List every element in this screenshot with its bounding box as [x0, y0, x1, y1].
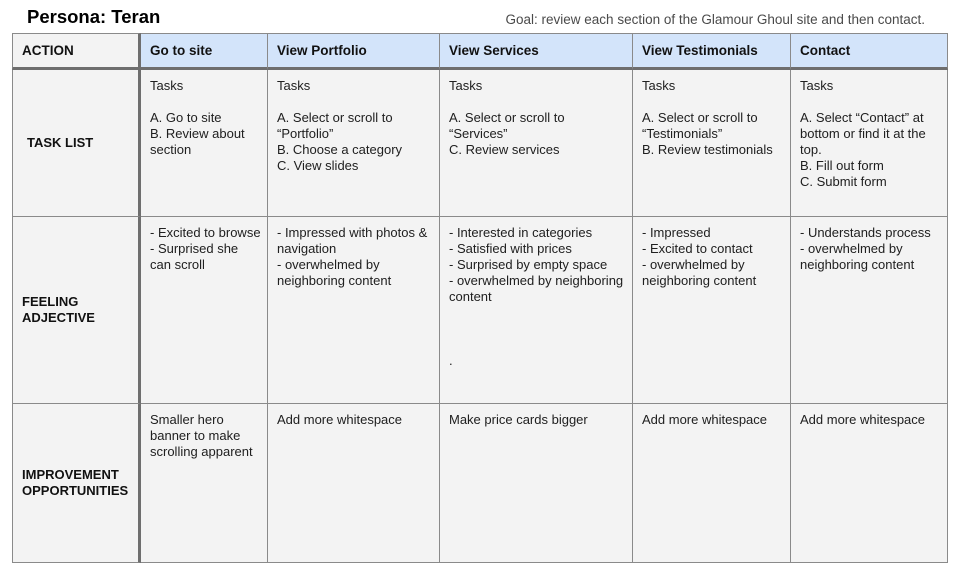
- feeling-line: - Satisfied with prices: [449, 241, 572, 256]
- feeling-line: - Excited to contact: [642, 241, 753, 256]
- improvement-cell: [141, 404, 268, 563]
- row-label-text: ADJECTIVE: [22, 310, 95, 325]
- feeling-cell: [268, 217, 440, 404]
- improvement-line: Add more whitespace: [277, 412, 403, 427]
- row-label-text: FEELING: [22, 294, 79, 309]
- feeling-line: - Understands process: [800, 225, 931, 240]
- task-cell: [268, 70, 440, 217]
- feeling-cell: [141, 217, 268, 404]
- feeling-cell: [440, 217, 633, 404]
- improvement-line: Smaller hero banner to make scrolling apparent: [150, 412, 253, 459]
- task-line: B. Review about section: [150, 126, 245, 157]
- feeling-line: - overwhelmed by neighboring content: [277, 257, 392, 288]
- feeling-line: - Excited to browse: [150, 225, 261, 240]
- task-line: A. Select or scroll to “Testimonials”: [642, 110, 758, 141]
- task-heading: Tasks: [642, 78, 676, 93]
- row-label-improvement-opportunities: [12, 404, 141, 563]
- task-cell: [791, 70, 948, 217]
- task-heading: Tasks: [277, 78, 311, 93]
- task-line: C. View slides: [277, 158, 359, 173]
- task-heading: Tasks: [449, 78, 483, 93]
- row-label-feeling-adjective: [12, 217, 141, 404]
- feeling-line: - overwhelmed by neighboring content: [449, 273, 624, 304]
- column-header-view-portfolio: View Portfolio: [268, 33, 440, 70]
- feeling-line: - Interested in categories: [449, 225, 593, 240]
- column-header-view-services: View Services: [440, 33, 633, 70]
- row-label-task-list: [12, 70, 141, 217]
- improvement-line: Add more whitespace: [642, 412, 768, 427]
- task-cell: [141, 70, 268, 217]
- feeling-line: - overwhelmed by neighboring content: [800, 241, 915, 272]
- corner-header: ACTION: [12, 33, 141, 70]
- row-label-text: TASK LIST: [27, 135, 94, 150]
- task-line: B. Fill out form: [800, 158, 884, 173]
- row-label-text: IMPROVEMENT: [22, 467, 119, 482]
- task-cell: [440, 70, 633, 217]
- improvement-cell: [268, 404, 440, 563]
- feeling-line: - Surprised by empty space: [449, 257, 608, 272]
- task-heading: Tasks: [150, 78, 184, 93]
- task-line: A. Select or scroll to “Services”: [449, 110, 565, 141]
- column-header-contact: Contact: [791, 33, 948, 70]
- journey-map-table: [12, 33, 948, 563]
- task-heading: Tasks: [800, 78, 834, 93]
- stray-period: .: [449, 353, 453, 368]
- task-line: C. Submit form: [800, 174, 887, 189]
- task-line: B. Review testimonials: [642, 142, 773, 157]
- feeling-line: - Surprised she can scroll: [150, 241, 239, 272]
- task-cell: [633, 70, 791, 217]
- improvement-cell: [633, 404, 791, 563]
- column-header-go-to-site: Go to site: [141, 33, 268, 70]
- feeling-line: - Impressed: [642, 225, 711, 240]
- task-line: C. Review services: [449, 142, 560, 157]
- improvement-cell: [791, 404, 948, 563]
- feeling-line: - overwhelmed by neighboring content: [642, 257, 757, 288]
- task-line: A. Select “Contact” at bottom or find it at the top.: [800, 110, 926, 157]
- persona-title: Persona: Teran: [27, 6, 161, 27]
- feeling-line: - Impressed with photos & navigation: [277, 225, 428, 256]
- goal-text: Goal: review each section of the Glamour Ghoul site and then contact.: [505, 12, 925, 27]
- row-label-text: OPPORTUNITIES: [22, 483, 129, 498]
- improvement-line: Add more whitespace: [800, 412, 926, 427]
- task-line: B. Choose a category: [277, 142, 403, 157]
- improvement-line: Make price cards bigger: [449, 412, 588, 427]
- feeling-cell: [791, 217, 948, 404]
- task-line: A. Select or scroll to “Portfolio”: [277, 110, 393, 141]
- column-header-view-testimonials: View Testimonials: [633, 33, 791, 70]
- task-line: A. Go to site: [150, 110, 222, 125]
- improvement-cell: [440, 404, 633, 563]
- feeling-cell: [633, 217, 791, 404]
